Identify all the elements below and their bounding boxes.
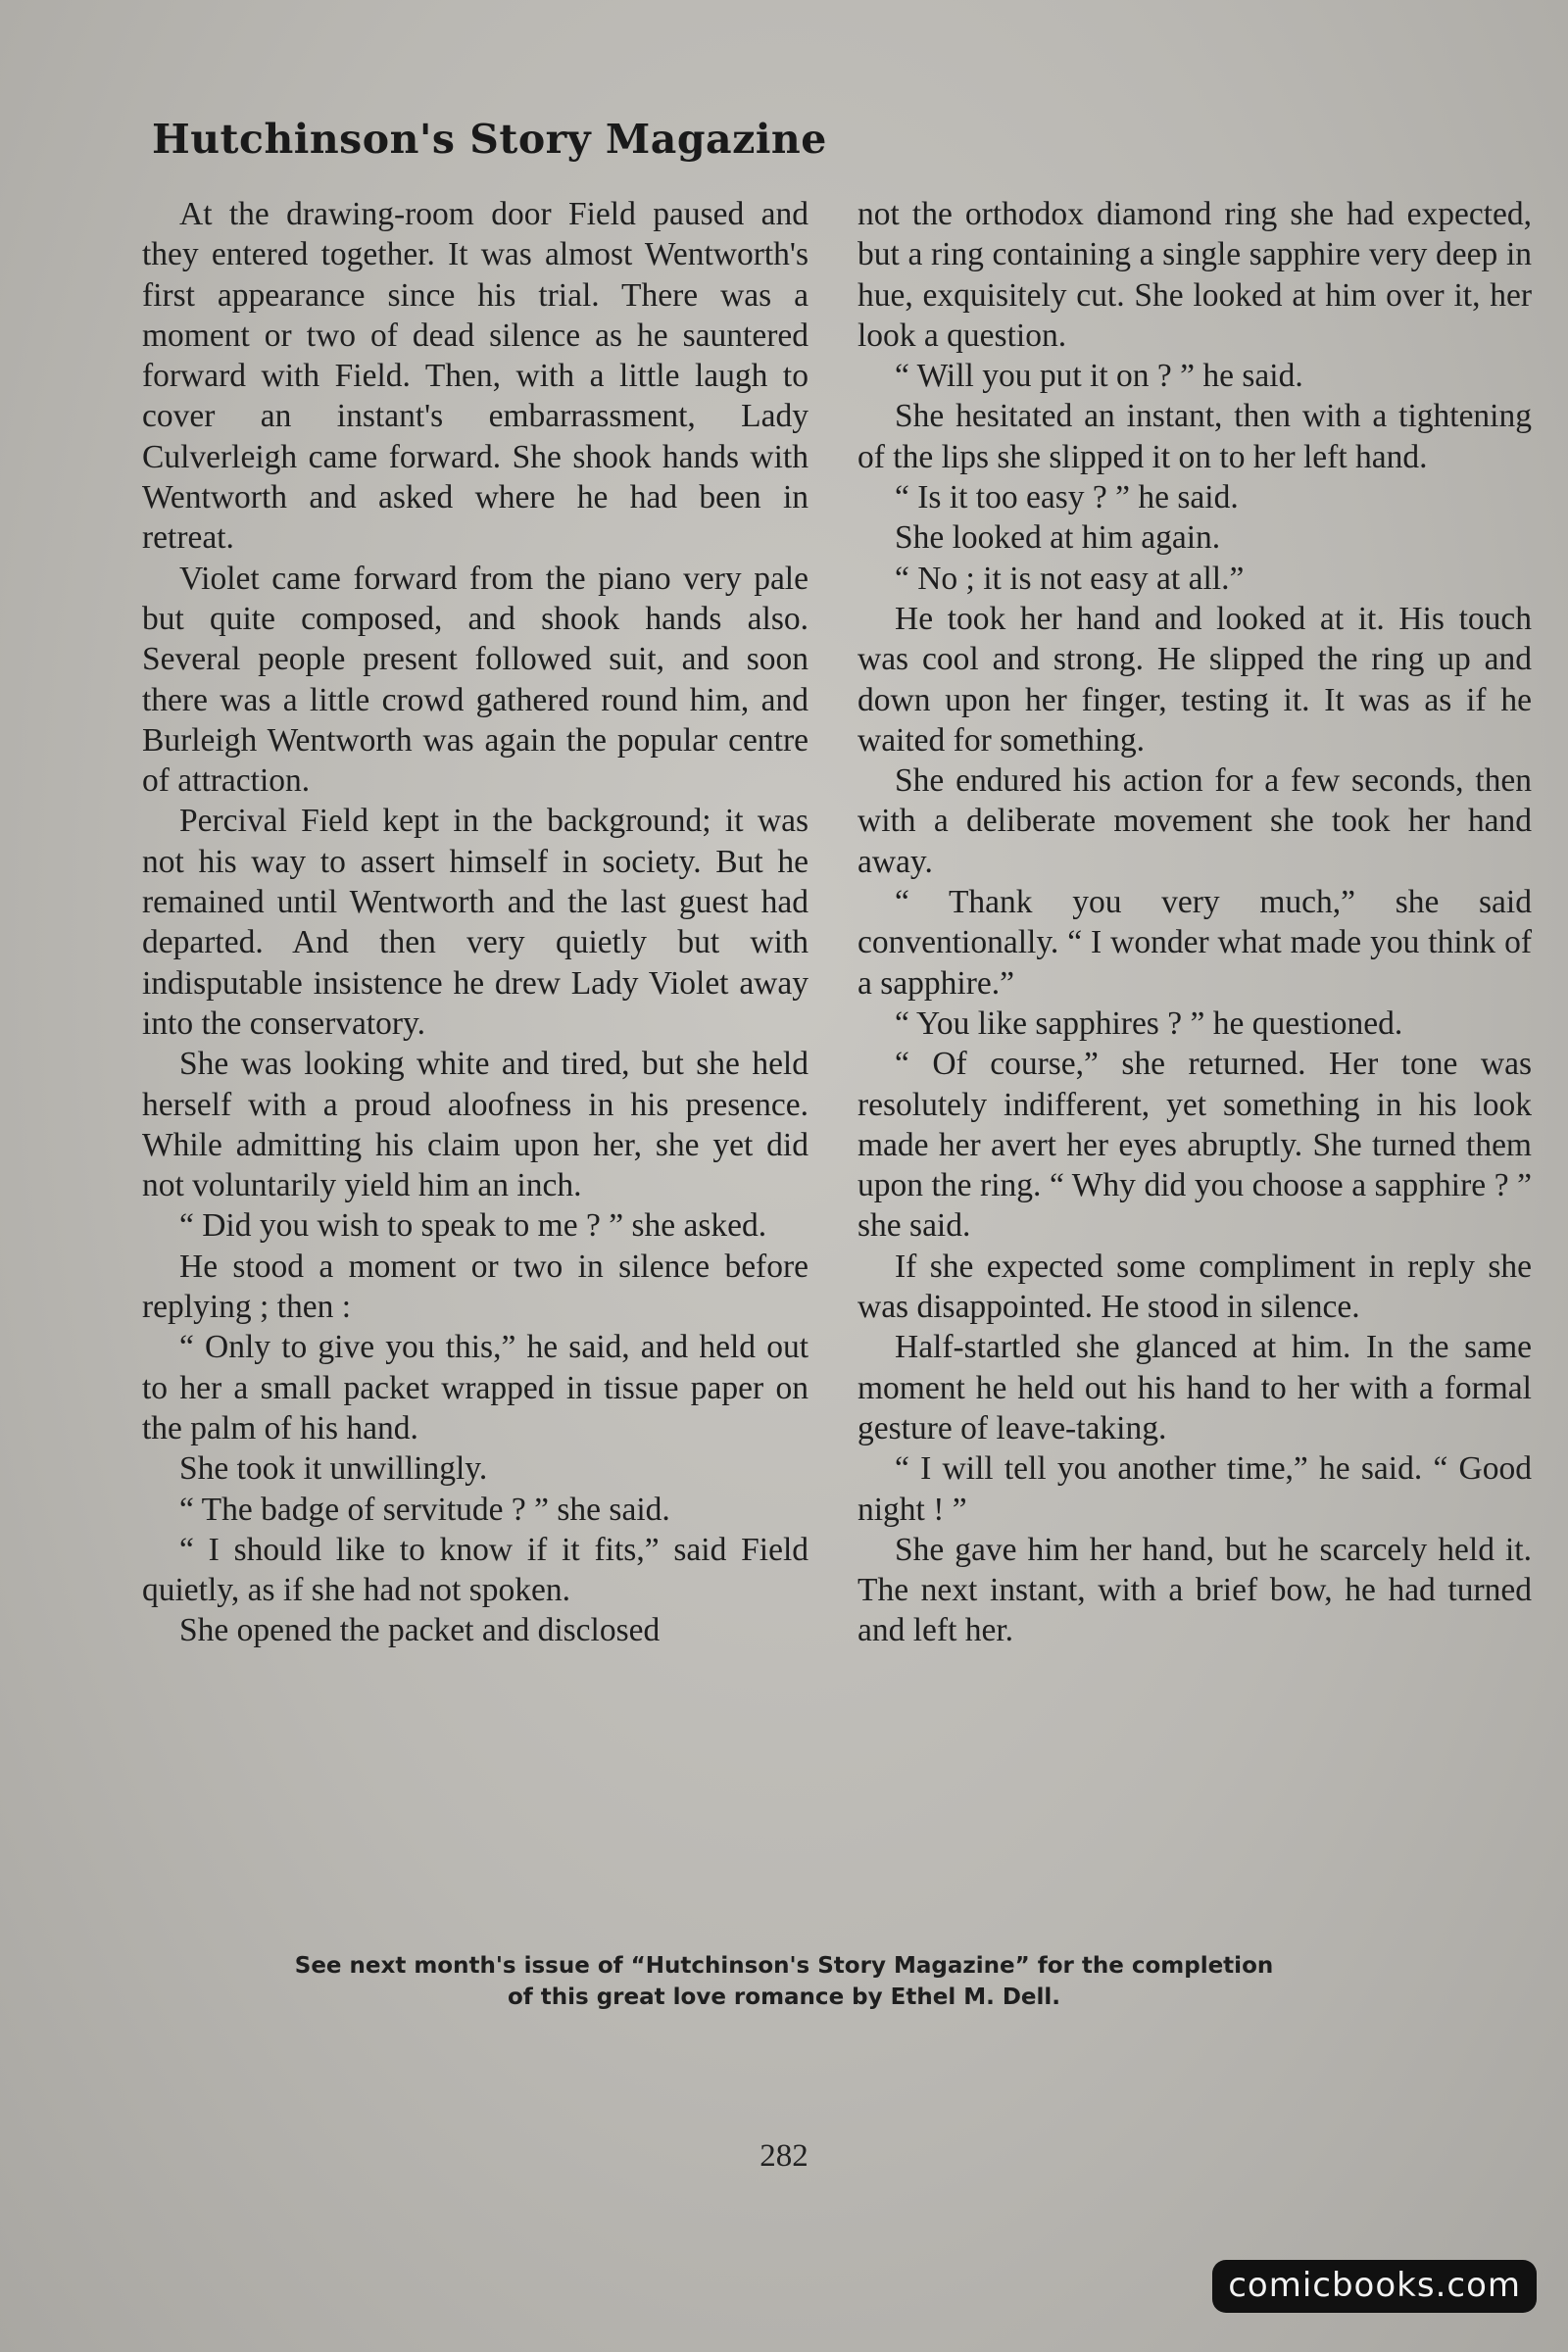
paragraph: She gave him her hand, but he scarcely held it. The next instant, with a brief bow, he had turned and left her. [858,1531,1532,1649]
continuation-note-line: See next month's issue of “Hutchinson's Story Magazine” for the completion [294,1953,1274,1979]
paragraph: If she expected some compliment in reply she was disappointed. He stood in silence. [858,1248,1532,1326]
paragraph: “ No ; it is not easy at all.” [895,560,1245,597]
running-title: Hutchinson's Story Magazine [152,116,827,163]
paragraph: “ The badge of servitude ? ” she said. [179,1491,670,1528]
paragraph-continuation: not the orthodox diamond ring she had expected, but a ring containing a single sapphire very deep in hue, exquisitely cut. She looked at him over it, her look a question. [858,196,1532,354]
paragraph: She took it unwillingly. [179,1450,488,1488]
paragraph: She hesitated an instant, then with a tightening of the lips she slipped it on to her left hand. [858,398,1532,475]
page-number: 282 [760,2138,808,2174]
paragraph: She opened the packet and disclosed [179,1612,661,1649]
paragraph: Percival Field kept in the background; it was not his way to assert himself in society. But he remained until Wentworth and the last guest had departed. And then very quietly but with indisputable insistence he drew Lady Violet away into the conservatory. [142,803,808,1042]
paragraph: “ You like sapphires ? ” he questioned. [895,1004,1403,1042]
paragraph: Violet came forward from the piano very pale but quite composed, and shook hands also. Several people present followed suit, and soon there was a little crowd gathered round him, and Burleigh Wentworth was again the popular centre of attraction. [142,560,808,800]
paragraph: “ I will tell you another time,” he said. “ Good night ! ” [858,1450,1532,1528]
left-column [142,194,808,1651]
paragraph: She endured his action for a few seconds, then with a deliberate movement she took her hand away. [858,762,1532,880]
paragraph: “ Did you wish to speak to me ? ” she asked. [179,1207,767,1245]
paragraph: Half-startled she glanced at him. In the same moment he held out his hand to her with a formal gesture of leave-taking. [858,1329,1532,1446]
paragraph: “ I should like to know if it fits,” said Field quietly, as if she had not spoken. [142,1531,808,1609]
paragraph: He stood a moment or two in silence before replying ; then : [142,1248,808,1326]
watermark-logo: comicbooks.com [1212,2260,1537,2313]
paragraph: She looked at him again. [895,519,1221,557]
paragraph: “ Of course,” she returned. Her tone was resolutely indifferent, yet something in his look made her avert her eyes abruptly. She turned them upon the ring. “ Why did you choose a sapphire ? ” she said. [858,1046,1532,1245]
continuation-note-line: of this great love romance by Ethel M. Dell. [507,1984,1061,2010]
paragraph: “ Only to give you this,” he said, and held out to her a small packet wrapped in tissue paper on the palm of his hand. [142,1329,808,1446]
continuation-note [176,1950,1392,2013]
right-column [858,194,1532,1651]
paragraph: “ Thank you very much,” she said conventionally. “ I wonder what made you think of a sapphire.” [858,884,1532,1002]
paragraph: At the drawing-room door Field paused and they entered together. It was almost Wentworth's first appearance since his trial. There was a moment or two of dead silence as he sauntered forward with Field. Then, with a little laugh to cover an instant's embarrassment, Lady Culverleigh came forward. She shook hands with Wentworth and asked where he had been in retreat. [142,196,808,557]
paragraph: He took her hand and looked at it. His touch was cool and strong. He slipped the ring up and down upon her finger, testing it. It was as if he waited for something. [858,600,1532,759]
paragraph: “ Will you put it on ? ” he said. [895,358,1303,395]
paragraph: “ Is it too easy ? ” he said. [895,479,1239,516]
paragraph: She was looking white and tired, but she held herself with a proud aloofness in his presence. While admitting his claim upon her, she yet did not voluntarily yield him an inch. [142,1046,808,1204]
